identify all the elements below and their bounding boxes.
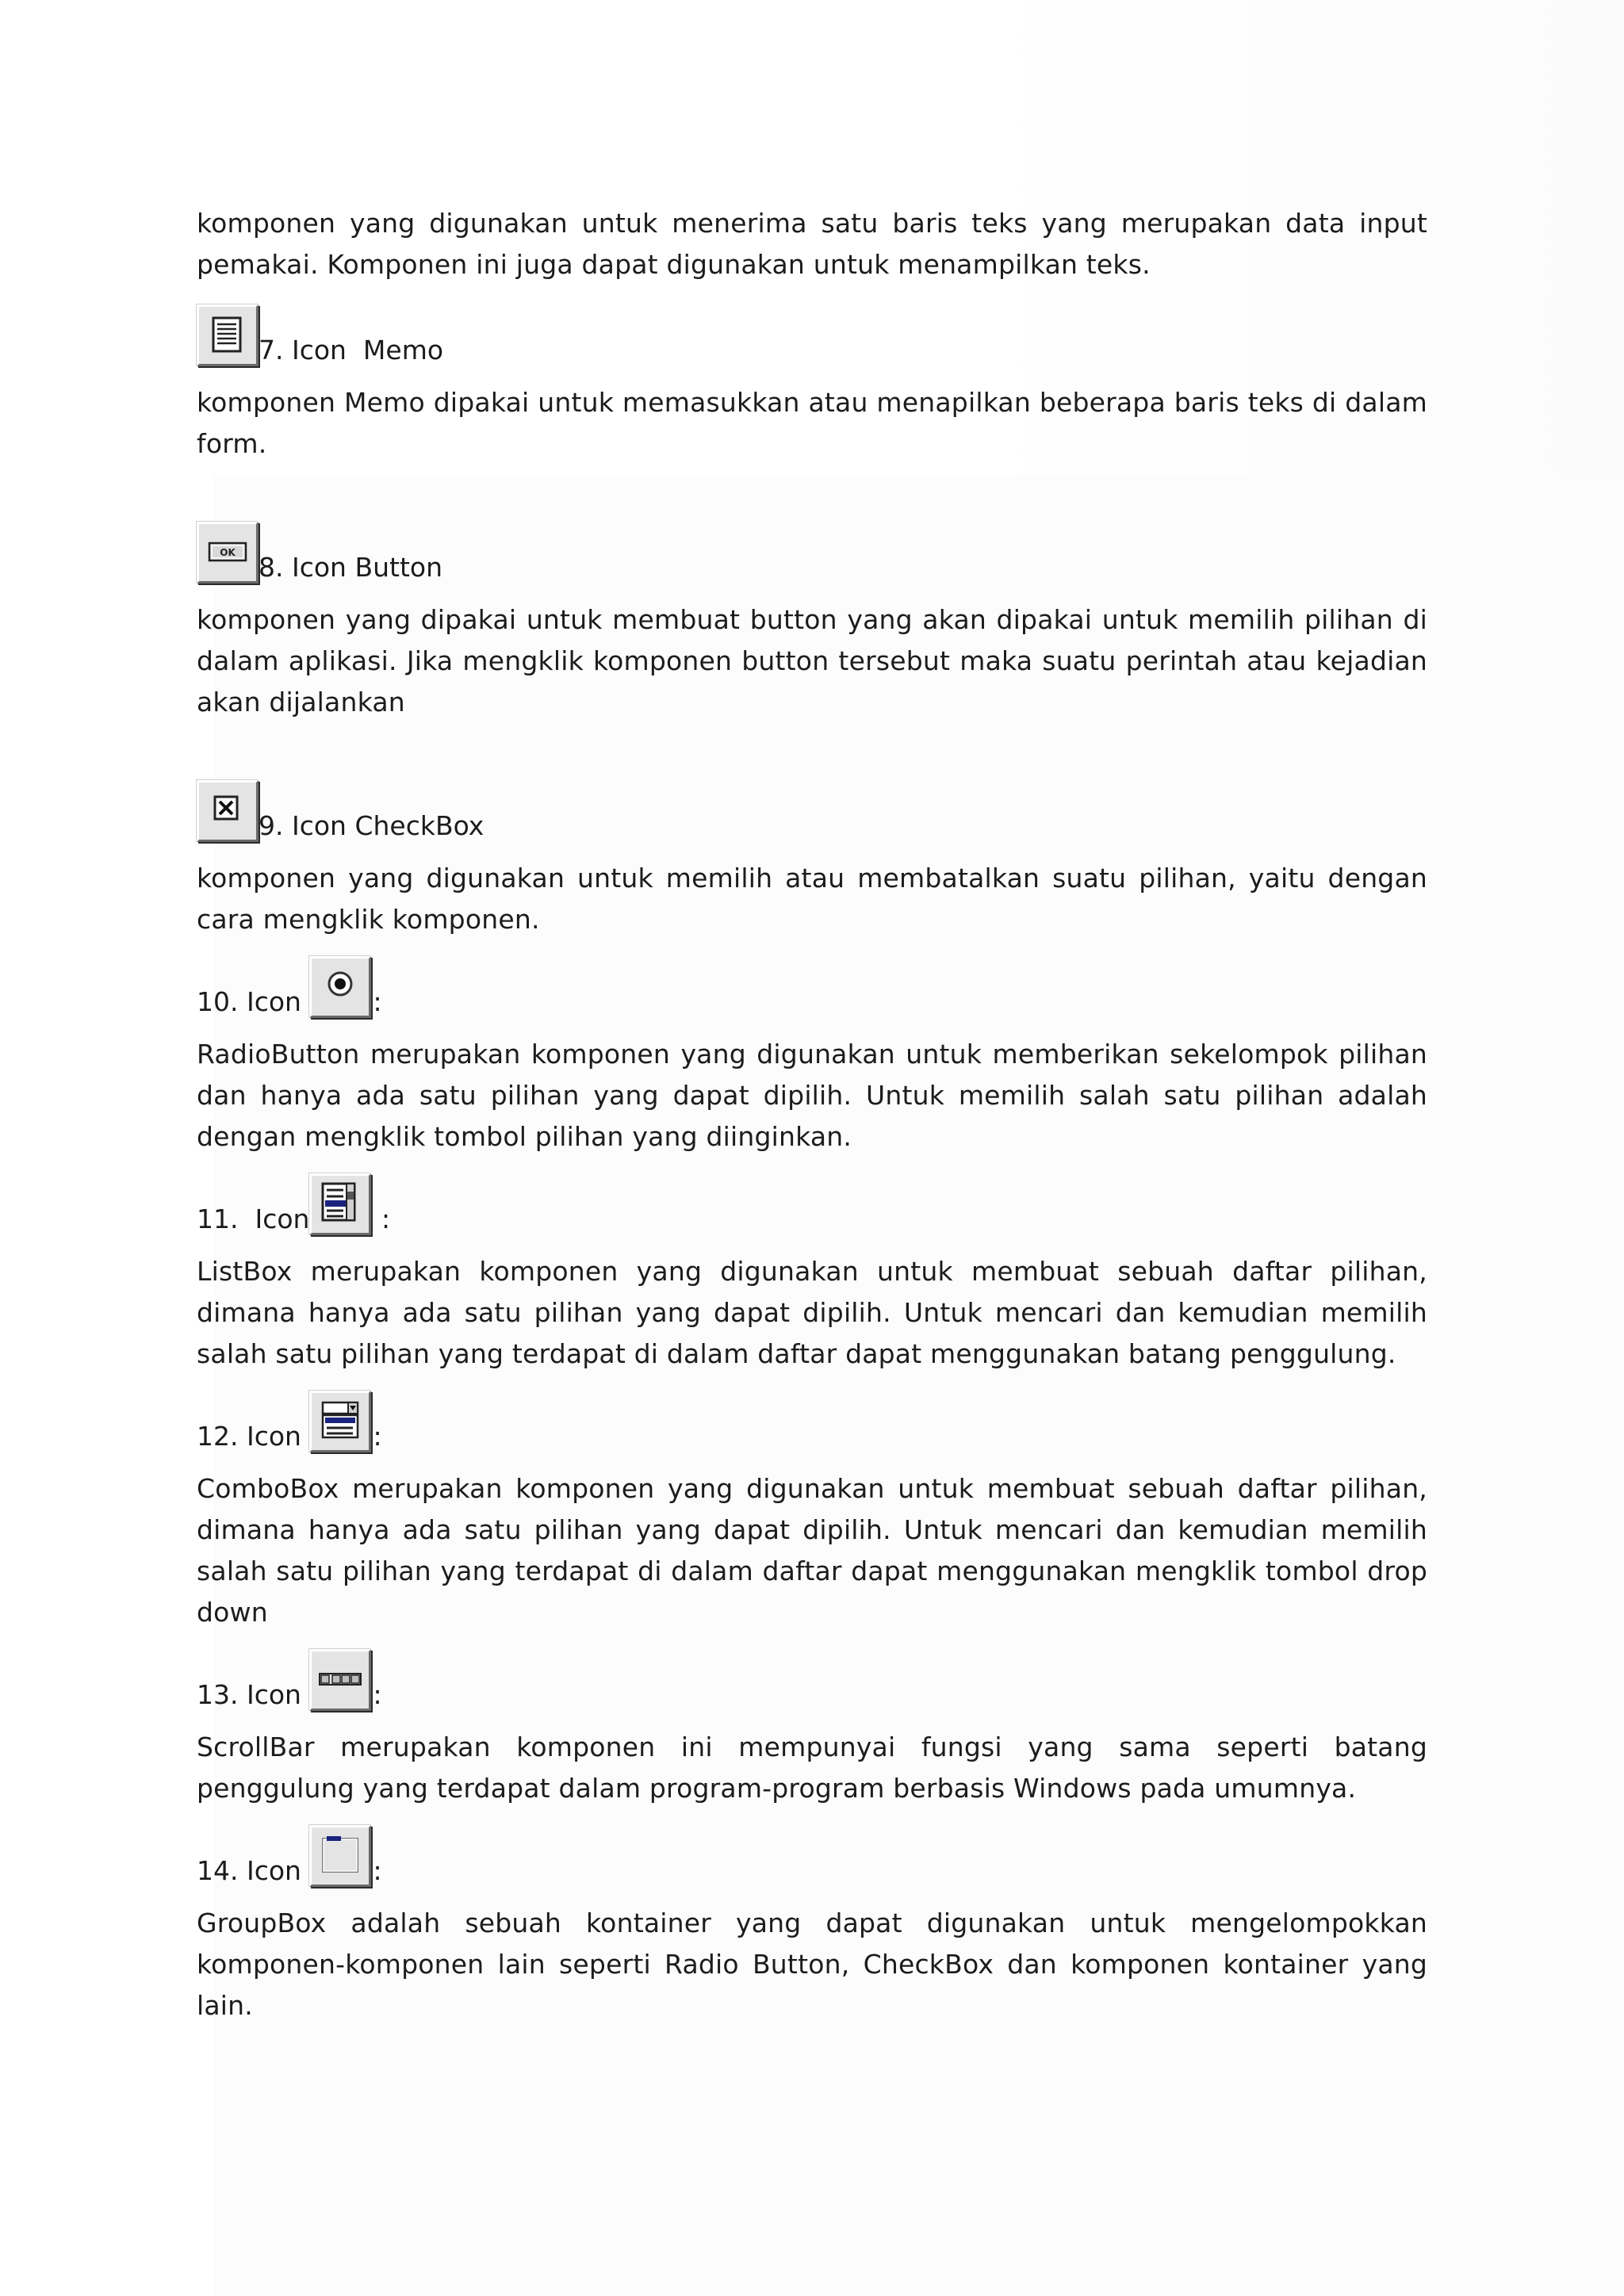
- item-description: RadioButton merupakan komponen yang digunakan untuk memberikan sekelompok pilihan dan hanya ada satu pilihan yang dapat dipilih. Untuk memilih salah satu pilihan adalah dengan mengklik tombol pilihan yang diinginkan.: [197, 1039, 1427, 1152]
- item-description: komponen yang digunakan untuk memilih atau membatalkan suatu pilihan, yaitu dengan cara mengklik komponen.: [197, 863, 1427, 935]
- item-heading-groupbox: [197, 1825, 1427, 1887]
- radiobutton-icon: [309, 956, 371, 1018]
- item-heading-radiobutton: [197, 956, 1427, 1018]
- item-heading-button: [197, 522, 1427, 584]
- memo-icon: [197, 304, 259, 366]
- item-label: 8. Icon Button: [259, 552, 442, 583]
- item-label: 13. Icon: [197, 1679, 310, 1710]
- button-icon: [197, 522, 259, 584]
- combobox-icon: [309, 1391, 371, 1452]
- item-label: 11. Icon: [197, 1203, 310, 1234]
- intro-paragraph: komponen yang digunakan untuk menerima satu baris teks yang merupakan data input pemakai. Komponen ini juga dapat digunakan untuk menampilkan teks.: [197, 208, 1427, 280]
- listbox-icon: [309, 1173, 371, 1235]
- item-heading-memo: [197, 304, 1427, 366]
- item-colon: :: [373, 1203, 391, 1234]
- item-colon: :: [373, 1855, 382, 1886]
- item-description: ScrollBar merupakan komponen ini mempunyai fungsi yang sama seperti batang penggulung yang terdapat dalam program-program berbasis Windows pada umumnya.: [197, 1732, 1427, 1804]
- item-colon: :: [373, 1421, 382, 1452]
- item-description: komponen Memo dipakai untuk memasukkan atau menapilkan beberapa baris teks di dalam form.: [197, 387, 1427, 459]
- item-description: GroupBox adalah sebuah kontainer yang dapat digunakan untuk mengelompokkan komponen-komponen lain seperti Radio Button, CheckBox dan komponen kontainer yang lain.: [197, 1908, 1427, 2021]
- item-colon: :: [373, 1679, 382, 1710]
- item-label: 14. Icon: [197, 1855, 310, 1886]
- item-label: 9. Icon CheckBox: [259, 810, 485, 841]
- document-body: [197, 203, 1427, 2026]
- item-heading-combobox: [197, 1391, 1427, 1452]
- scrollbar-icon: [309, 1649, 371, 1711]
- item-label: 12. Icon: [197, 1421, 310, 1452]
- item-heading-listbox: [197, 1173, 1427, 1235]
- svg-text:OK: OK: [220, 547, 236, 558]
- groupbox-icon: [309, 1825, 371, 1887]
- checkbox-icon: [197, 780, 259, 842]
- item-description: komponen yang dipakai untuk membuat button yang akan dipakai untuk memilih pilihan di dalam aplikasi. Jika mengklik komponen button tersebut maka suatu perintah atau kejadian akan dijalankan: [197, 604, 1427, 718]
- item-description: ComboBox merupakan komponen yang digunakan untuk membuat sebuah daftar pilihan, dimana hanya ada satu pilihan yang dapat dipilih. Untuk mencari dan kemudian memilih salah satu pilihan yang terdapat di dalam daftar dapat menggunakan mengklik tombol drop down: [197, 1473, 1427, 1628]
- item-label: 10. Icon: [197, 986, 310, 1017]
- item-label: 7. Icon Memo: [259, 335, 444, 365]
- item-colon: :: [373, 986, 382, 1017]
- item-heading-checkbox: [197, 780, 1427, 842]
- item-description: ListBox merupakan komponen yang digunakan untuk membuat sebuah daftar pilihan, dimana hanya ada satu pilihan yang dapat dipilih. Untuk mencari dan kemudian memilih salah satu pilihan yang terdapat di dalam daftar dapat menggunakan batang penggulung.: [197, 1256, 1427, 1369]
- item-heading-scrollbar: [197, 1649, 1427, 1711]
